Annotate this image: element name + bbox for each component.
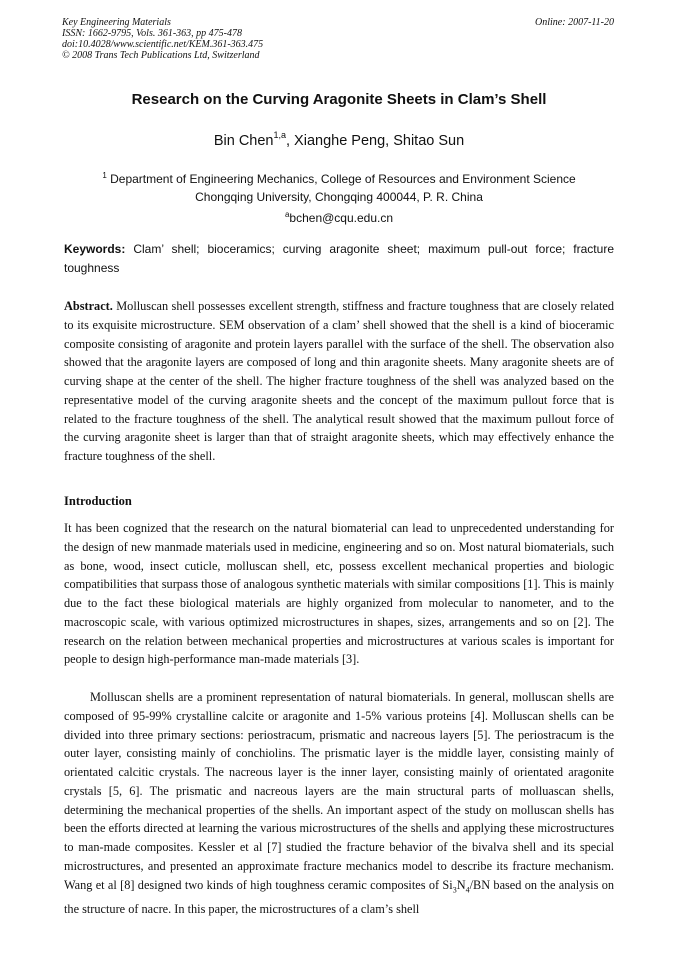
copyright-line: © 2008 Trans Tech Publications Ltd, Switzerland xyxy=(62,50,260,61)
keywords-text: Clam’ shell; bioceramics; curving aragonite sheet; maximum pull-out force; fracture toughness xyxy=(64,242,614,275)
formula-subscript-4: 4 xyxy=(465,884,470,894)
paper-title: Research on the Curving Aragonite Sheets in Clam’s Shell xyxy=(131,91,547,108)
affiliation-sup: 1 xyxy=(102,171,107,180)
keywords xyxy=(64,240,614,278)
email-line xyxy=(0,206,678,227)
intro-paragraph-1: It has been cognized that the research on the natural biomaterial can lead to unprecedented understanding for the design of new manmade materials used in medicine, engineering and so on. Most natural biomaterials, such as bone, wood, insect cuticle, molluscan shell, etc, possess excellent mechanical properties and biologic compatibilities that surpass those of analogous synthetic materials with similar compositions [1]. This is mainly due to the fact these biological materials are highly organized from molecular to nanometer, and to the macroscopic scale, with various optimized microstructures in shapes, sizes, arrangements and so on [2]. The research on the relation between mechanical properties and microstructures at various scales is important for people to design high-performance man-made materials [3]. xyxy=(64,521,614,667)
email-sup: a xyxy=(284,210,290,219)
abstract xyxy=(64,297,614,466)
affiliation xyxy=(0,167,678,227)
journal-name: Key Engineering Materials xyxy=(62,17,171,28)
online-date: Online: 2007-11-20 xyxy=(535,17,614,28)
affiliation-line-1: $^1$ Department of Engineering Mechanics, College of Resources and Environment Science xyxy=(102,171,576,186)
abstract-label: Abstract. xyxy=(64,299,113,313)
keywords-label: Keywords: xyxy=(64,242,126,256)
journal-info xyxy=(62,17,263,61)
doi-line: doi:10.4028/www.scientific.net/KEM.361-363.475 xyxy=(62,39,264,50)
issn-line: ISSN: 1662-9795, Vols. 361-363, pp 475-478 xyxy=(62,28,242,39)
author-rest: , Xianghe Peng, Shitao Sun xyxy=(286,132,465,149)
abstract-text: Molluscan shell possesses excellent strength, stiffness and fracture toughness that are closely related to its exquisite microstructure. SEM observation of a clam’ shell showed that the shell is a kind of bioceramic composite consisting of aragonite and protein layers parallel with the surface of the shell. The observation also showed that the aragonite layers are composed of long and thin aragonite sheets. Many aragonite sheets are of curving shape at the center of the shell. The higher fracture toughness of the shell was analyzed based on the representative model of the curving aragonite sheets and the concept of the maximum pullout force that is related to the fracture toughness of the shell. The analytical result showed that the maximum pullout force of the curving aragonite sheet is larger than that of straight aragonite sheets, which may effectively enhance the fracture toughness of the shell. xyxy=(64,299,614,463)
email-address: bchen@cqu.edu.cn xyxy=(289,211,394,225)
author-first-sup: 1,a xyxy=(273,130,286,140)
formula-subscript-3: 3 xyxy=(452,884,457,894)
formula-n: N xyxy=(456,877,466,892)
introduction-heading: Introduction xyxy=(64,494,132,508)
intro-paragraph-2: Molluscan shells are a prominent representation of natural biomaterials. In general, molluscan shells are composed of 95-99% crystalline calcite or aragonite and 1-5% various proteins [4]. Molluscan shells can be divided into three primary sections: periostracum, prismatic and nacreous layers [5]. The periostracum is the outer layer, consisting mainly of conchiolins. The prismatic layer is the middle layer, consisting mainly of orientated calcitic crystals. The nacreous layer is the inner layer, consisting mainly of orientated aragonite crystals [5, 6]. The prismatic and nacreous layers are the main structural parts of molluascan shells, determining the mechanical properties of the shells. An important aspect of the study on molluscan shells has been the efforts directed at learning the various microstructures of the shells and applying these microstructures to man-made composites. Kessler et al [7] studied the fracture behavior of the bivalva shell and its special microstructures, and presented an approximate fracture mechanics model to describe its fracture mechanism. Wang et al [8] designed two kinds of high toughness ceramic composites of $Si_3N_4/BN$ based on the analysis on the structure of nacre. In this paper, the microstructures of a clam’s shell xyxy=(64,690,614,916)
author-first: Bin Chen xyxy=(213,132,274,149)
author-line xyxy=(0,131,678,149)
affiliation-line-2: Chongqing University, Chongqing 400044, P. R. China xyxy=(195,190,483,204)
